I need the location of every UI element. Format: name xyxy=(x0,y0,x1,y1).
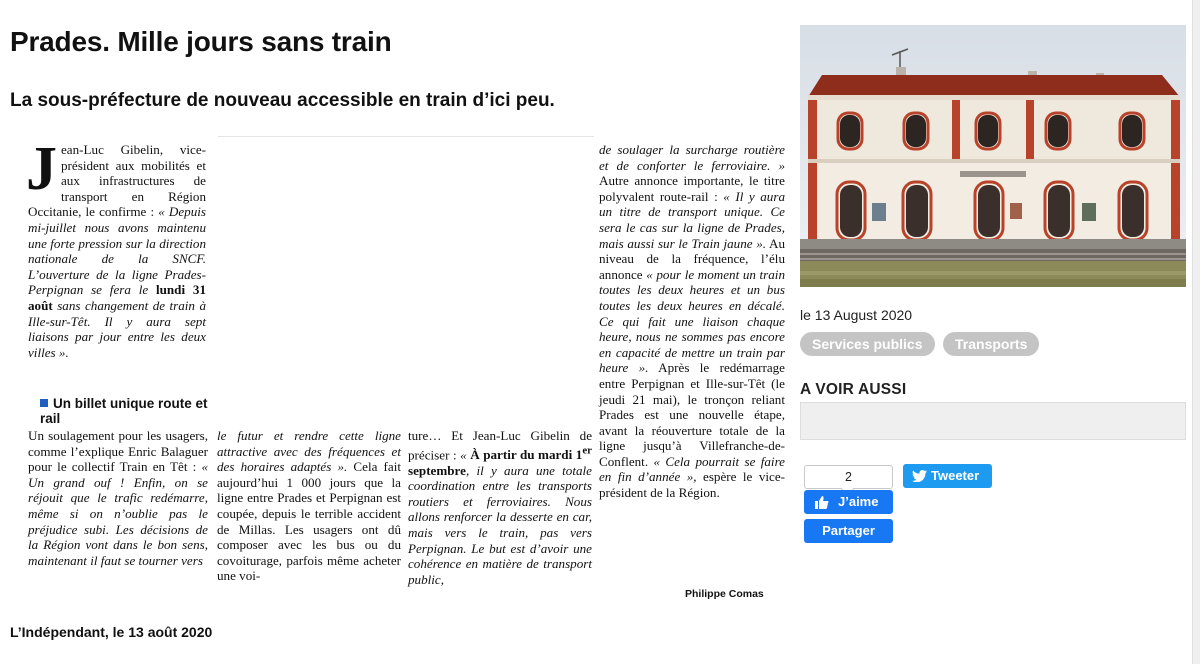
article-source: L’Indépendant, le 13 août 2020 xyxy=(10,624,213,640)
article xyxy=(10,0,785,664)
subhead-text: Un billet unique route et rail xyxy=(40,396,208,426)
sidebar xyxy=(800,0,1190,664)
article-column-4 xyxy=(599,142,785,501)
section-subhead xyxy=(40,396,210,426)
tweet-button[interactable] xyxy=(903,464,992,488)
article-author: Philippe Comas xyxy=(685,588,764,600)
article-column-3 xyxy=(408,428,592,587)
paragraph: le futur et rendre cette ligne attractive avec des fréquences et des horaires adaptés ». Cela fait aujourd’hui 1 000 jours que la ligne entre Prades et Perpignan est coupée, depuis le terrible accident de Millas. Les usagers ont dû composer avec les bus ou du covoiturage, parfois même acheter une voi- xyxy=(217,428,401,584)
tweet-label: Tweeter xyxy=(931,468,980,483)
paragraph: de soulager la surcharge routière et de conforter le ferroviaire. » Autre annonce importante, le titre polyvalent route-rail : « Il y aura un titre de transport unique. Ce sera le cas sur la ligne de Prades, mais aussi sur le Train jaune ». Au niveau de la fréquence, l’élu annonce « pour le moment un train toutes les deux heures et un bus toutes les deux heures en décalé. Ce qui fait une liaison chaque heure, nous ne sommes pas encore en capacité de mettre un train par heure ». Après le redémarrage entre Perpignan et Ille-sur-Têt (le jeudi 21 mai), le tronçon reliant Prades est une nouvelle étape, avant la réouverture totale de la ligne jusqu’à Villefranche-de-Conflent. « Cela pourrait se faire en fin d’année », espère le vice-président de la Région. xyxy=(599,142,785,501)
facebook-share-button[interactable]: Partager xyxy=(804,519,893,543)
drop-cap: J xyxy=(26,135,57,203)
blue-square-bullet xyxy=(40,399,48,407)
like-label: J’aime xyxy=(838,494,879,509)
like-count-bubble: 2 xyxy=(804,465,893,489)
column-divider xyxy=(218,136,594,137)
twitter-bird-icon xyxy=(912,470,927,482)
thumbs-up-icon xyxy=(815,495,829,509)
article-title: Prades. Mille jours sans train xyxy=(10,26,392,57)
paragraph-intro: ean-Luc Gibelin, vice-président aux mobilités et aux infrastructures de transport en Région Occitanie, le confirme : « Depuis mi-juillet nous avons maintenu une forte pression sur la direction nationale de la SNCF. L’ouverture de la ligne Prades-Perpignan se fera le lundi 31 août sans changement de train à Ille-sur-Têt. Il y aura sept liaisons par jour entre les deux villes ». xyxy=(28,142,206,360)
article-column-1-lower xyxy=(28,428,208,568)
tag-services-publics[interactable]: Services publics xyxy=(800,332,935,356)
station-photo xyxy=(800,25,1186,287)
see-also-box xyxy=(800,402,1186,440)
page-scrollbar[interactable] xyxy=(1192,0,1200,664)
article-column-2 xyxy=(217,428,401,584)
publication-date: le 13 August 2020 xyxy=(800,307,913,323)
paragraph: ture… Et Jean-Luc Gibelin de préciser : « À partir du mardi 1er septembre, il y aura une totale coordination entre les transports routiers et ferroviaires. Nous allons renforcer la desserte en car, mais vers le train, pas vers Perpignan. Le but est d’avoir une cohérence en matière de transport public, xyxy=(408,428,592,587)
see-also-heading: A VOIR AUSSI xyxy=(800,381,907,398)
paragraph: Un soulagement pour les usagers, comme l’explique Enric Balaguer pour le collectif Train en Têt : « Un grand ouf ! Enfin, on se réjouit que le trafic redémarre, même si on n’oublie pas le préjudice subi. Les décisions de la Région vont dans le bon sens, maintenant il faut se tourner vers xyxy=(28,428,208,568)
article-column-1 xyxy=(26,135,206,360)
article-subtitle: La sous-préfecture de nouveau accessible en train d’ici peu. xyxy=(10,90,555,111)
tag-transports[interactable]: Transports xyxy=(943,332,1039,356)
facebook-like-button[interactable] xyxy=(804,490,893,514)
